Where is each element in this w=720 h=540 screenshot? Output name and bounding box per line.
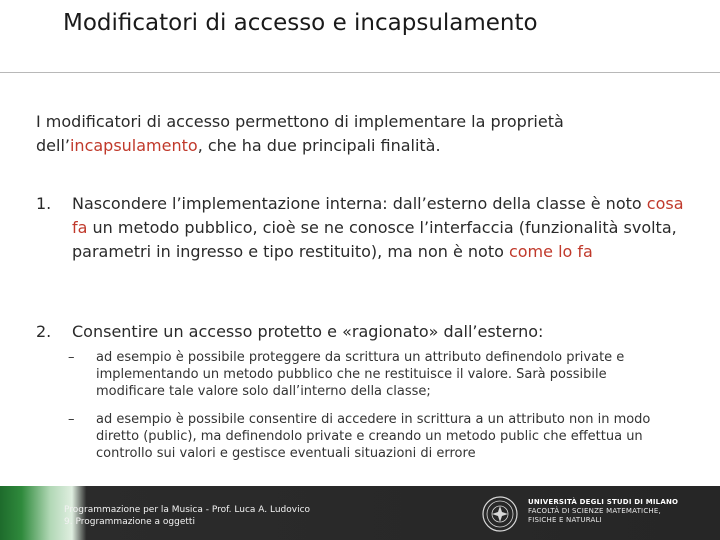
slide-title: Modificatori di accesso e incapsulamento bbox=[63, 10, 538, 36]
list-item-text-part: Nascondere l’implementazione interna: dall’esterno della classe è noto bbox=[72, 194, 647, 213]
footer-course-info bbox=[64, 504, 310, 528]
sub-list-item bbox=[68, 349, 658, 400]
list-item-highlight: cosa fa bbox=[72, 194, 684, 237]
faculty-name-line: FACOLTÀ DI SCIENZE MATEMATICHE, bbox=[528, 507, 661, 515]
list-item-text-part: un metodo pubblico, cioè se ne conosce l’interfaccia (funzionalità svolta, parametri in ingresso e tipo restituito), ma non è noto bbox=[72, 218, 677, 261]
sub-list-text: ad esempio è possibile proteggere da scrittura un attributo definendolo private e implementando un metodo pubblico che ne restituisce il valore. Sarà possibile modificare tale valore solo dall’interno della classe; bbox=[96, 350, 625, 399]
sub-list-dash: – bbox=[68, 350, 75, 365]
sub-list-text: ad esempio è possibile consentire di accedere in scrittura a un attributo non in modo diretto (public), ma definendolo private e creando un metodo public che effettua un controllo sui valori e gestisce eventuali situazioni di errore bbox=[96, 412, 651, 461]
intro-text-after: , che ha due principali finalità. bbox=[197, 136, 441, 155]
list-item-text: Consentire un accesso protetto e «ragionato» dall’esterno: bbox=[72, 322, 544, 341]
list-item bbox=[36, 320, 686, 344]
university-name-line: UNIVERSITÀ DEGLI STUDI DI MILANO bbox=[528, 498, 679, 506]
sub-list-item bbox=[68, 411, 658, 462]
intro-text-before: I modificatori di accesso permettono di implementare la proprietà dell’ bbox=[36, 112, 564, 155]
footer-course-title: Programmazione per la Musica - Prof. Luca A. Ludovico bbox=[64, 505, 311, 515]
intro-highlight: incapsulamento bbox=[69, 136, 198, 155]
list-item-text bbox=[72, 192, 686, 264]
intro-paragraph bbox=[36, 110, 686, 158]
faculty-name-line: FISICHE E NATURALI bbox=[528, 516, 602, 524]
university-seal-icon bbox=[482, 496, 518, 532]
title-divider bbox=[0, 72, 720, 73]
footer-lesson-title: 9. Programmazione a oggetti bbox=[64, 517, 195, 527]
university-name bbox=[528, 498, 678, 525]
list-item-highlight: come lo fa bbox=[508, 242, 593, 261]
list-item-number: 2. bbox=[36, 322, 52, 341]
sub-list-dash: – bbox=[68, 412, 75, 427]
list-item-number: 1. bbox=[36, 194, 52, 213]
list-item bbox=[36, 192, 686, 264]
